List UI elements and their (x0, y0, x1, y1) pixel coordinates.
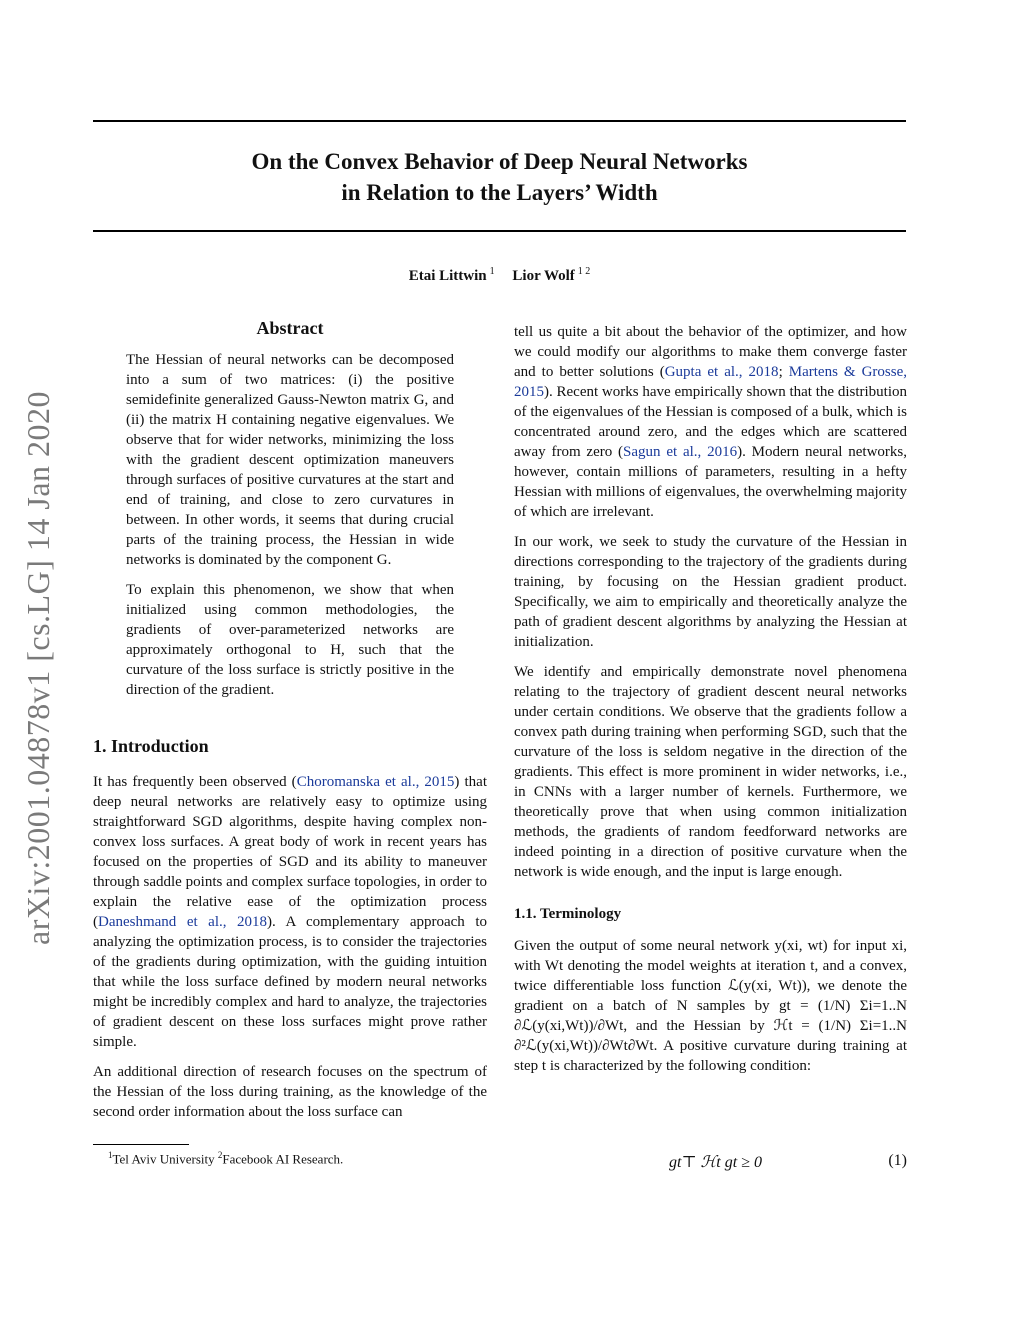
subsection-heading: 1.1. Terminology (514, 906, 622, 922)
paragraph-text: An additional direction of research focuses on the spectrum of the Hessian of the loss during training, as the knowledge of the second order information about the loss surface can (93, 1064, 487, 1120)
intro-paragraph-continued (514, 322, 907, 522)
author-affiliation-mark: 1 (489, 266, 495, 277)
equation-1 (514, 1152, 907, 1174)
author-list (93, 266, 906, 285)
arxiv-stamp: arXiv:2001.04878v1 [cs.LG] 14 Jan 2020 (20, 390, 56, 945)
citation-separator: ; (778, 364, 789, 380)
title-line-1: On the Convex Behavior of Deep Neural Networks (251, 149, 748, 174)
footnote-mark: 2 (217, 1150, 223, 1160)
equation-body: gt⊤ ℋt gt ≥ 0 (669, 1154, 762, 1171)
paper-title (93, 146, 906, 208)
paragraph-text: tell us quite a bit about the behavior of the optimizer, and how we could modify our algorithms to make them converge faster and to better solutions ( (514, 324, 907, 380)
author-affiliation-mark: 1 2 (577, 266, 591, 277)
paragraph-text: It has frequently been observed ( (93, 774, 297, 790)
footnote-text: Facebook AI Research. (222, 1151, 344, 1167)
paragraph-text: ). A complementary approach to analyzing the optimization process, is to consider the trajectories of the gradients during optimization, with the guiding intuition that while the loss surface defined by modern neural networks might be incredibly complex and hard to analyze, the trajectories of gradient descent on these loss surfaces might prove rather simple. (93, 914, 487, 1050)
title-rule-top (93, 120, 906, 122)
intro-paragraph (93, 1062, 487, 1122)
footnote (108, 1150, 343, 1167)
paragraph-text: ). Recent works have empirically shown that the distribution of the eigenvalues of the Hessian is composed of a bulk, which is concentrated around zero, and the edges which are scattered away from zero ( (514, 384, 907, 460)
abstract (93, 316, 487, 700)
citation-link[interactable]: Sagun et al., 2016 (623, 444, 738, 460)
author-name: Etai Littwin (408, 268, 487, 284)
abstract-paragraph: The Hessian of neural networks can be decomposed into a sum of two matrices: (i) the positive semidefinite generalized Gauss-Newton matrix G, and (ii) the matrix H containing negative eigenvalues. We observe that for wider networks, minimizing the loss with the gradient descent optimization maneuvers through surfaces of positive curvatures at the start and end of training, and close to zero curvatures in between. In other words, it seems that during crucial parts of the training process, the Hessian in wide networks is dominated by the component G. (126, 352, 454, 568)
right-column (514, 322, 907, 1086)
citation-link[interactable]: Martens & Grosse, 2015 (514, 364, 908, 400)
abstract-paragraph: To explain this phenomenon, we show that when initialized using common methodologies, the gradients of over-parameterized networks are approximately orthogonal to H, such that the curvature of the loss surface is strictly positive in the direction of the gradient. (126, 582, 454, 698)
author-name: Lior Wolf (512, 268, 575, 284)
intro-paragraph: We identify and empirically demonstrate novel phenomena relating to the trajectory of gradient descent neural networks under certain conditions. We observe that the gradients follow a convex path during training when performing SGD, such that the curvature of the loss is seldom negative in the direction of the gradients. This effect is more prominent in wider networks, i.e., in CNNs with a larger number of kernels. Furthermore, we theoretically prove that when using common initialization methods, the gradients of random feedforward networks are indeed pointing in a direction of positive curvature when the network is wide enough, and the input is large enough. (514, 664, 907, 880)
footnote-text: Tel Aviv University (112, 1151, 218, 1167)
intro-paragraph: In our work, we seek to study the curvature of the Hessian in directions corresponding to the trajectory of the gradients during training, by focusing on the Hessian gradient product. Specifically, we aim to empirically and theoretically analyze the path of gradient descent algorithms by analyzing the Hessian at initialization. (514, 534, 907, 650)
intro-paragraph (93, 772, 487, 1052)
equation-number: (1) (888, 1152, 907, 1169)
citation-link[interactable]: Daneshmand et al., 2018 (98, 914, 268, 930)
citation-link[interactable]: Gupta et al., 2018 (664, 364, 779, 380)
terminology-paragraph: Given the output of some neural network y(xi, wt) for input xi, with Wt denoting the model weights at iteration t, and a convex, twice differentiable loss function ℒ(y(xi, Wt)), we denote the gradient on a batch of N samples by gt = (1/N) Σi=1..N ∂ℒ(y(xi,Wt))/∂Wt, and the Hessian by ℋt = (1/N) Σi=1..N ∂²ℒ(y(xi,Wt))/∂Wt∂Wt. A positive curvature during training at step t is characterized by the following condition: (514, 938, 907, 1074)
left-column (93, 316, 487, 1132)
footnote-rule (93, 1144, 189, 1145)
title-line-2: in Relation to the Layers’ Width (341, 180, 658, 205)
title-rule-bottom (93, 230, 906, 232)
section-heading: 1. Introduction (93, 736, 209, 756)
paragraph-text: ). Modern neural networks, however, contain millions of parameters, resulting in a hefty Hessian with millions of eigenvalues, the overwhelming majority of which are irrelevant. (514, 444, 907, 520)
footnote-mark: 1 (108, 1150, 113, 1160)
paragraph-text: ) that deep neural networks are relatively easy to optimize using straightforward SGD algorithms, despite having complex non-convex loss surfaces. A great body of work in recent years has focused on the properties of SGD and its ability to maneuver through saddle points and complex surface topologies, in order to explain the relative ease of the optimization process ( (93, 774, 487, 930)
abstract-heading: Abstract (256, 318, 324, 338)
citation-link[interactable]: Choromanska et al., 2015 (296, 774, 455, 790)
